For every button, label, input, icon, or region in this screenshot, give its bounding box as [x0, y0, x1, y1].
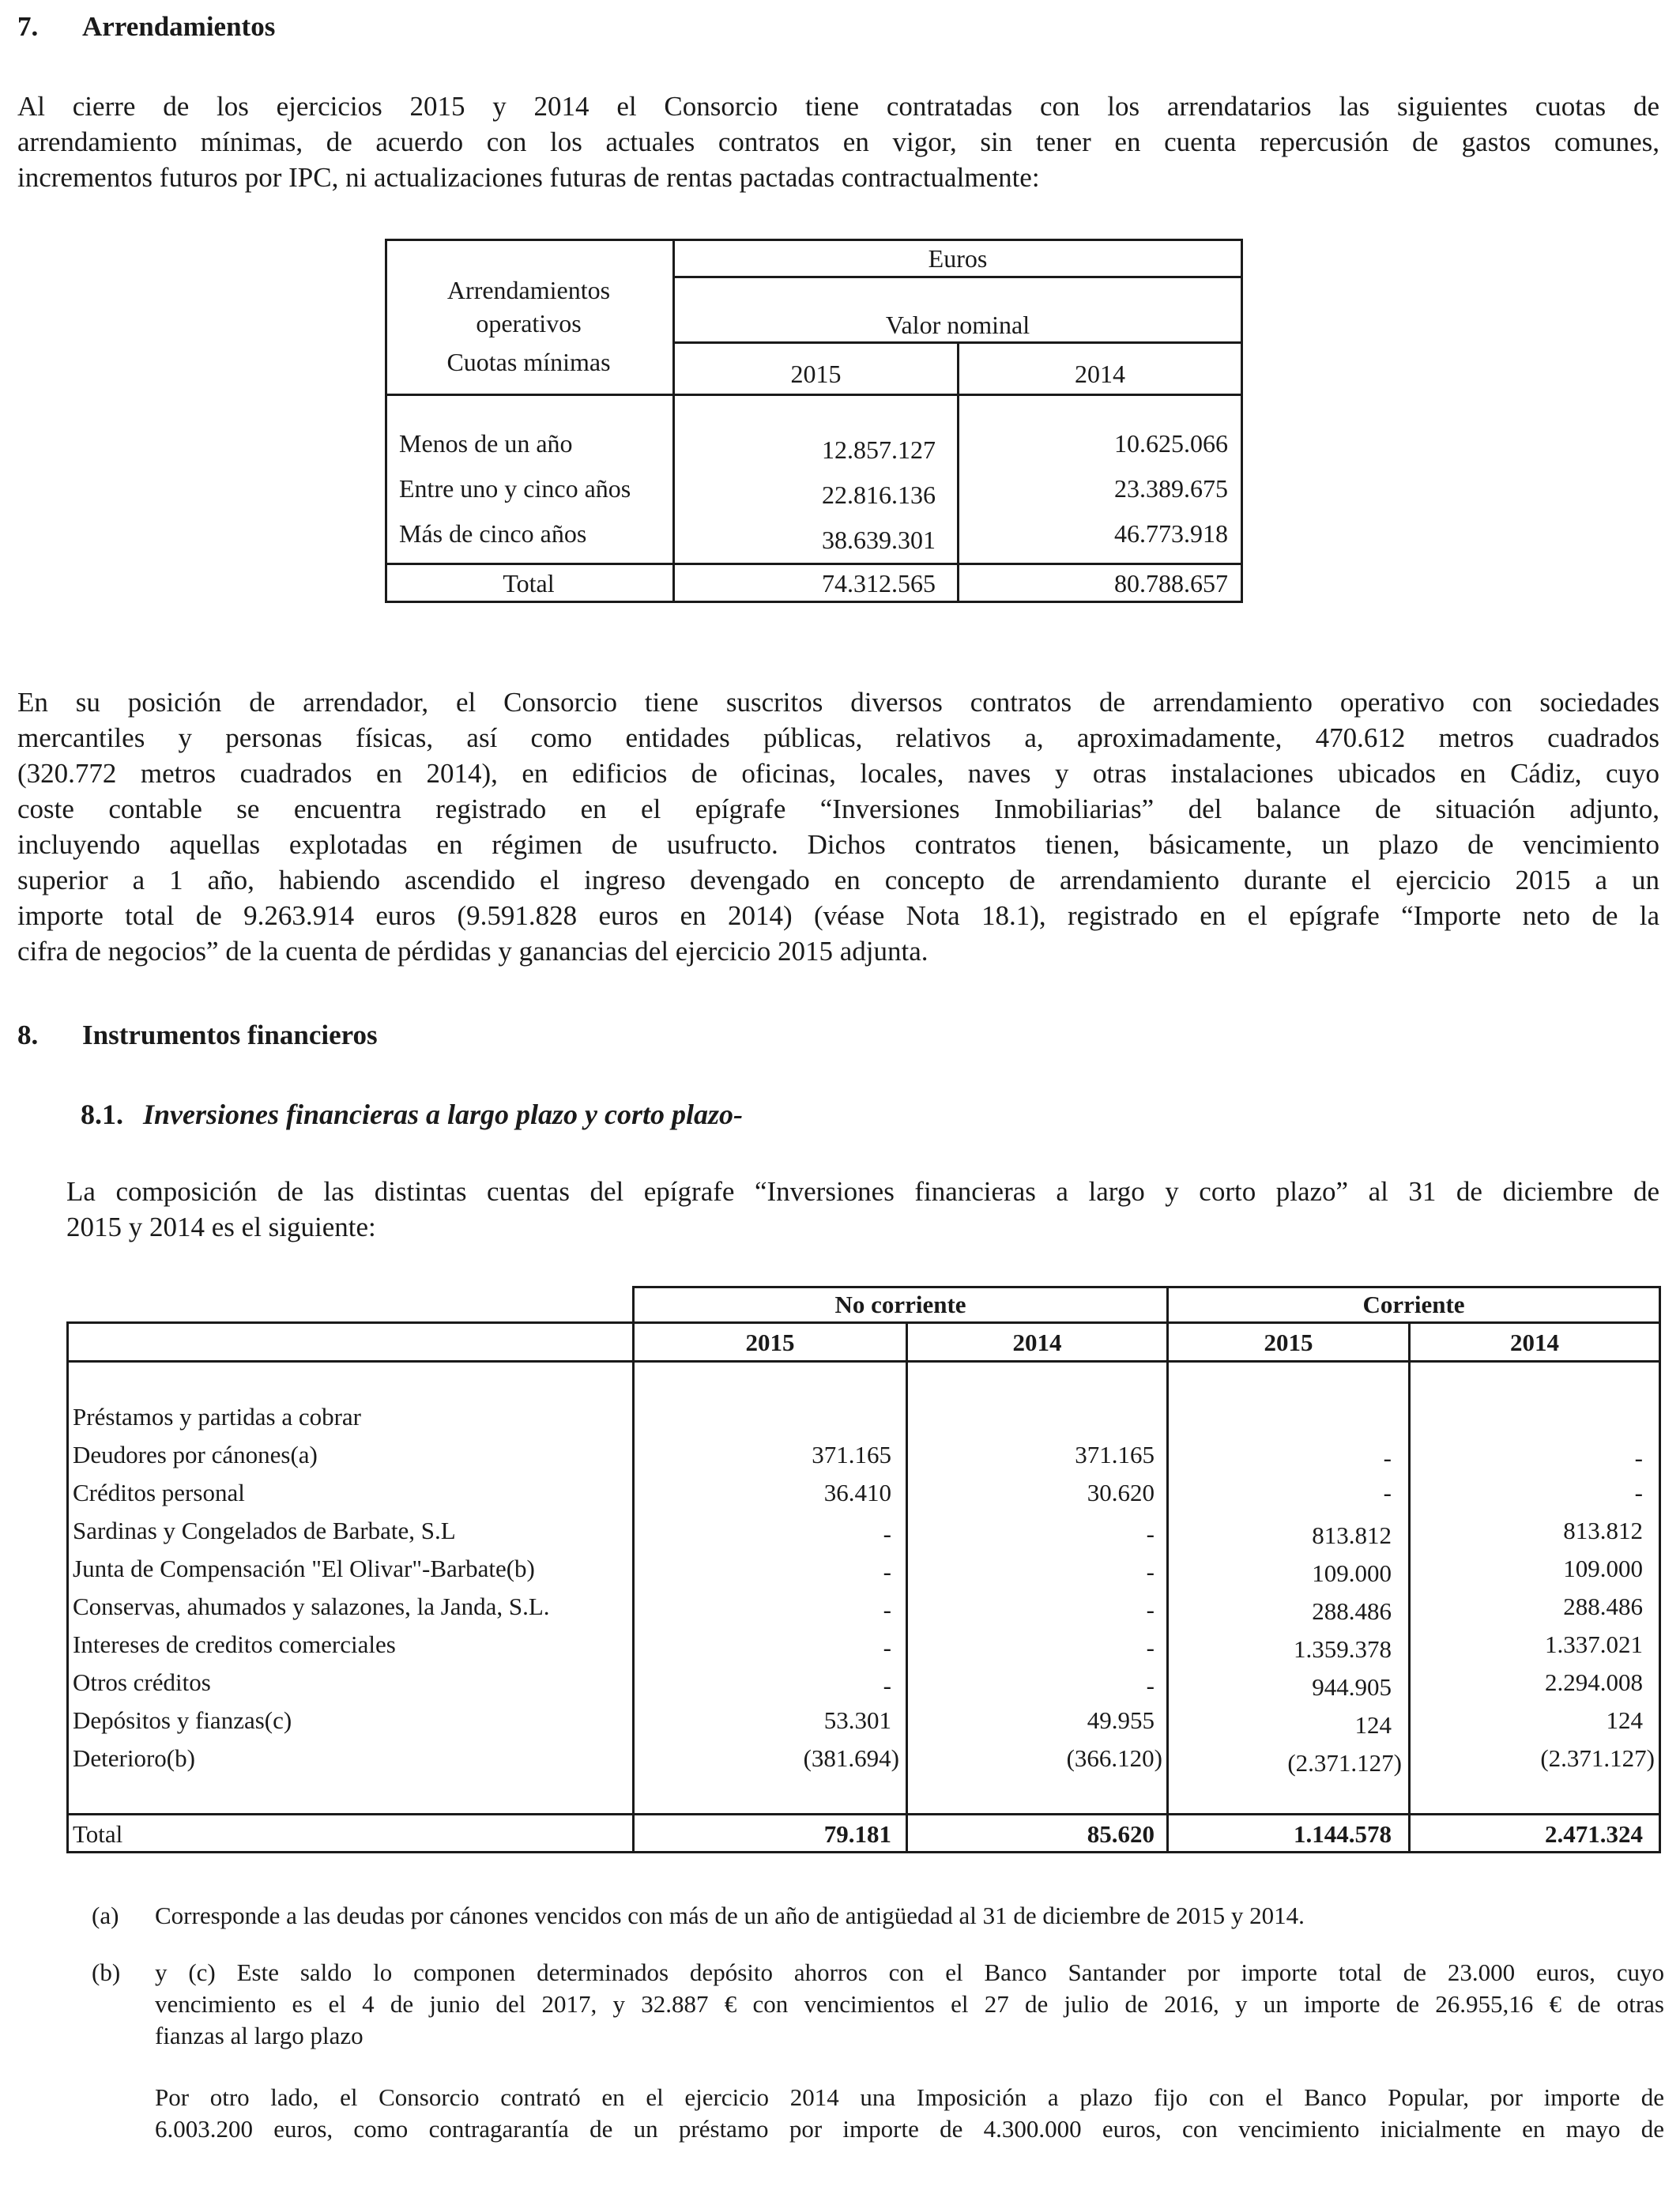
footnote-line: Corresponde a las deudas por cánones vencidos con más de un año de antigüedad al 31 de diciembre de 2015 y 2014.: [155, 1902, 1305, 1929]
year-header: 2015: [1264, 1329, 1313, 1356]
footnote-line: vencimiento es el 4 de junio del 2017, y 32.887 € con vencimientos el 27 de julio de 2016, y un importe de 26.955,16 € de otras: [155, 1990, 1664, 2018]
table-cell: -: [1634, 1444, 1643, 1472]
lease-total-label: Total: [503, 569, 555, 598]
footnote-label: (a): [92, 1902, 119, 1929]
row-header-line: Cuotas mínimas: [446, 348, 611, 376]
table-cell: 109.000: [1563, 1555, 1643, 1582]
section-7-body: [17, 684, 1659, 969]
lease-row-label: Más de cinco años: [399, 519, 587, 548]
currency-header: Euros: [928, 244, 988, 273]
table-cell: -: [1146, 1634, 1155, 1661]
table-cell: -: [1634, 1479, 1643, 1506]
table-cell: 288.486: [1563, 1593, 1643, 1620]
subsection-title: Inversiones financieras a largo plazo y corto plazo-: [143, 1099, 744, 1130]
paragraph-line: (320.772 metros cuadrados en 2014), en edificios de oficinas, locales, naves y otras instalaciones ubicados en Cádiz, cuyo: [17, 758, 1659, 789]
table-row-label: Sardinas y Congelados de Barbate, S.L: [73, 1517, 456, 1544]
table-cell: 813.812: [1312, 1521, 1392, 1549]
lease-value-2014: 23.389.675: [1114, 474, 1228, 503]
section-number: 8.: [17, 1020, 39, 1050]
table-cell: -: [1146, 1520, 1155, 1547]
table-cell: 49.955: [1087, 1706, 1155, 1734]
paragraph-line: incrementos futuros por IPC, ni actualizaciones futuras de rentas pactadas contractualmente:: [17, 162, 1040, 193]
section-7-intro: [17, 89, 1659, 195]
table-cell: 53.301: [823, 1706, 891, 1734]
footnote-line: fianzas al largo plazo: [155, 2022, 363, 2049]
lease-total-2015: 74.312.565: [822, 569, 936, 598]
footnote-a: [92, 1900, 1664, 1932]
table-cell: (366.120): [1066, 1744, 1162, 1772]
table-cell: -: [883, 1672, 891, 1699]
table-cell: 371.165: [812, 1441, 891, 1468]
footnote-b: [92, 1957, 1664, 2052]
paragraph-line: mercantiles y personas físicas, así como entidades públicas, relativos a, aproximadamente, 470.612 metros cuadrados: [17, 722, 1659, 753]
section-title: Arrendamientos: [82, 11, 276, 42]
paragraph-line: coste contable se encuentra registrado en el epígrafe “Inversiones Inmobiliarias” del balance de situación adjunto,: [17, 794, 1659, 824]
year-header-2014: 2014: [1075, 360, 1125, 388]
table-row-label: Créditos personal: [73, 1479, 245, 1506]
table-cell: 371.165: [1075, 1441, 1155, 1468]
subsection-8-1-heading: [81, 1099, 743, 1130]
paragraph-line: En su posición de arrendador, el Consorcio tiene suscritos diversos contratos de arrendamiento operativo con sociedades: [17, 687, 1659, 718]
footnote-continuation: [92, 2082, 1664, 2145]
table-row-label: Deterioro(b): [73, 1744, 195, 1772]
table-cell: -: [883, 1520, 891, 1547]
footnote-line: 6.003.200 euros, como contragarantía de un préstamo por importe de 4.300.000 euros, con vencimiento inicialmente en mayo de: [155, 2115, 1664, 2143]
year-header: 2014: [1510, 1329, 1559, 1356]
financial-investments-table: [66, 1286, 1661, 1853]
paragraph-line: cifra de negocios” de la cuenta de pérdidas y ganancias del ejercicio 2015 adjunta.: [17, 936, 929, 967]
lease-value-2015: 38.639.301: [822, 526, 936, 554]
table-cell: (381.694): [803, 1744, 899, 1772]
footnote-line: y (c) Este saldo lo componen determinados depósito ahorros con el Banco Santander por importe total de 23.000 euros, cuyo: [155, 1958, 1664, 1986]
table-cell: 944.905: [1312, 1673, 1392, 1701]
paragraph-line: arrendamiento mínimas, de acuerdo con los actuales contratos en vigor, sin tener en cuenta repercusión de gastos comunes,: [17, 126, 1659, 157]
lease-value-2014: 10.625.066: [1114, 429, 1228, 458]
lease-total-2014: 80.788.657: [1114, 569, 1228, 598]
lease-value-2015: 12.857.127: [822, 435, 936, 464]
table-cell: -: [1383, 1479, 1392, 1506]
lease-row-label: Menos de un año: [399, 429, 573, 458]
table-cell: (2.371.127): [1540, 1744, 1655, 1772]
paragraph-line: Al cierre de los ejercicios 2015 y 2014 el Consorcio tiene contratadas con los arrendatarios las siguientes cuotas de: [17, 91, 1659, 122]
total-cell: 85.620: [1087, 1820, 1155, 1848]
table-cell: 288.486: [1312, 1597, 1392, 1625]
table-cell: -: [883, 1596, 891, 1623]
year-header: 2015: [745, 1329, 795, 1356]
lease-value-2015: 22.816.136: [822, 481, 936, 509]
table-cell: -: [1146, 1558, 1155, 1585]
paragraph-line: superior a 1 año, habiendo ascendido el ingreso devengado en concepto de arrendamiento durante el ejercicio 2015 a un: [17, 865, 1659, 895]
total-row-label: Total: [73, 1820, 123, 1848]
table-cell: 2.294.008: [1545, 1668, 1643, 1696]
lease-value-2014: 46.773.918: [1114, 519, 1228, 548]
section-number: 7.: [17, 11, 39, 42]
paragraph-line: 2015 y 2014 es el siguiente:: [66, 1212, 376, 1242]
table-cell: 1.359.378: [1294, 1635, 1392, 1663]
total-cell: 79.181: [823, 1820, 891, 1848]
table-cell: 124: [1606, 1706, 1643, 1734]
section-row-label: Préstamos y partidas a cobrar: [73, 1403, 361, 1431]
year-header: 2014: [1012, 1329, 1062, 1356]
table-cell: -: [1146, 1672, 1155, 1699]
table-cell: 124: [1354, 1711, 1392, 1739]
table-row-label: Intereses de creditos comerciales: [73, 1630, 396, 1658]
table-cell: -: [883, 1558, 891, 1585]
table-row-label: Otros créditos: [73, 1668, 211, 1696]
table-cell: 30.620: [1087, 1479, 1155, 1506]
table-cell: 109.000: [1312, 1559, 1392, 1587]
paragraph-line: importe total de 9.263.914 euros (9.591.828 euros en 2014) (véase Nota 18.1), registrado en el epígrafe “Importe neto de la: [17, 900, 1659, 931]
value-header: Valor nominal: [885, 311, 1030, 339]
section-title: Instrumentos financieros: [82, 1020, 378, 1050]
table-cell: -: [1383, 1444, 1392, 1472]
table-cell: (2.371.127): [1287, 1749, 1402, 1777]
table-cell: -: [1146, 1596, 1155, 1623]
table-row-label: Deudores por cánones(a): [73, 1441, 318, 1468]
year-header-2015: 2015: [790, 360, 842, 388]
total-cell: 2.471.324: [1545, 1820, 1643, 1848]
paragraph-line: La composición de las distintas cuentas del epígrafe “Inversiones financieras a largo y corto plazo” al 31 de diciembre de: [66, 1176, 1659, 1207]
group-header-no-corriente: No corriente: [834, 1291, 966, 1318]
footnote-line: Por otro lado, el Consorcio contrató en el ejercicio 2014 una Imposición a plazo fijo con el Banco Popular, por importe de: [155, 2083, 1664, 2111]
total-cell: 1.144.578: [1294, 1820, 1392, 1848]
table-cell: 1.337.021: [1545, 1630, 1643, 1658]
table-row-label: Conservas, ahumados y salazones, la Janda, S.L.: [73, 1593, 550, 1620]
table-row-label: Junta de Compensación "El Olivar"-Barbate(b): [73, 1555, 535, 1582]
row-header-line: Arrendamientos: [446, 276, 611, 304]
table-row-label: Depósitos y fianzas(c): [73, 1706, 292, 1734]
leases-table: [385, 239, 1243, 603]
subsection-number: 8.1.: [81, 1099, 123, 1130]
row-header-line: operativos: [476, 309, 582, 337]
lease-row-label: Entre uno y cinco años: [399, 474, 631, 503]
table-cell: 813.812: [1563, 1517, 1643, 1544]
paragraph-line: incluyendo aquellas explotadas en régimen de usufructo. Dichos contratos tienen, básicamente, un plazo de vencimiento: [17, 829, 1659, 860]
section-8-intro: [66, 1174, 1659, 1245]
table-cell: 36.410: [823, 1479, 891, 1506]
group-header-corriente: Corriente: [1362, 1291, 1465, 1318]
footnote-label: (b): [92, 1958, 121, 1986]
table-cell: -: [883, 1634, 891, 1661]
